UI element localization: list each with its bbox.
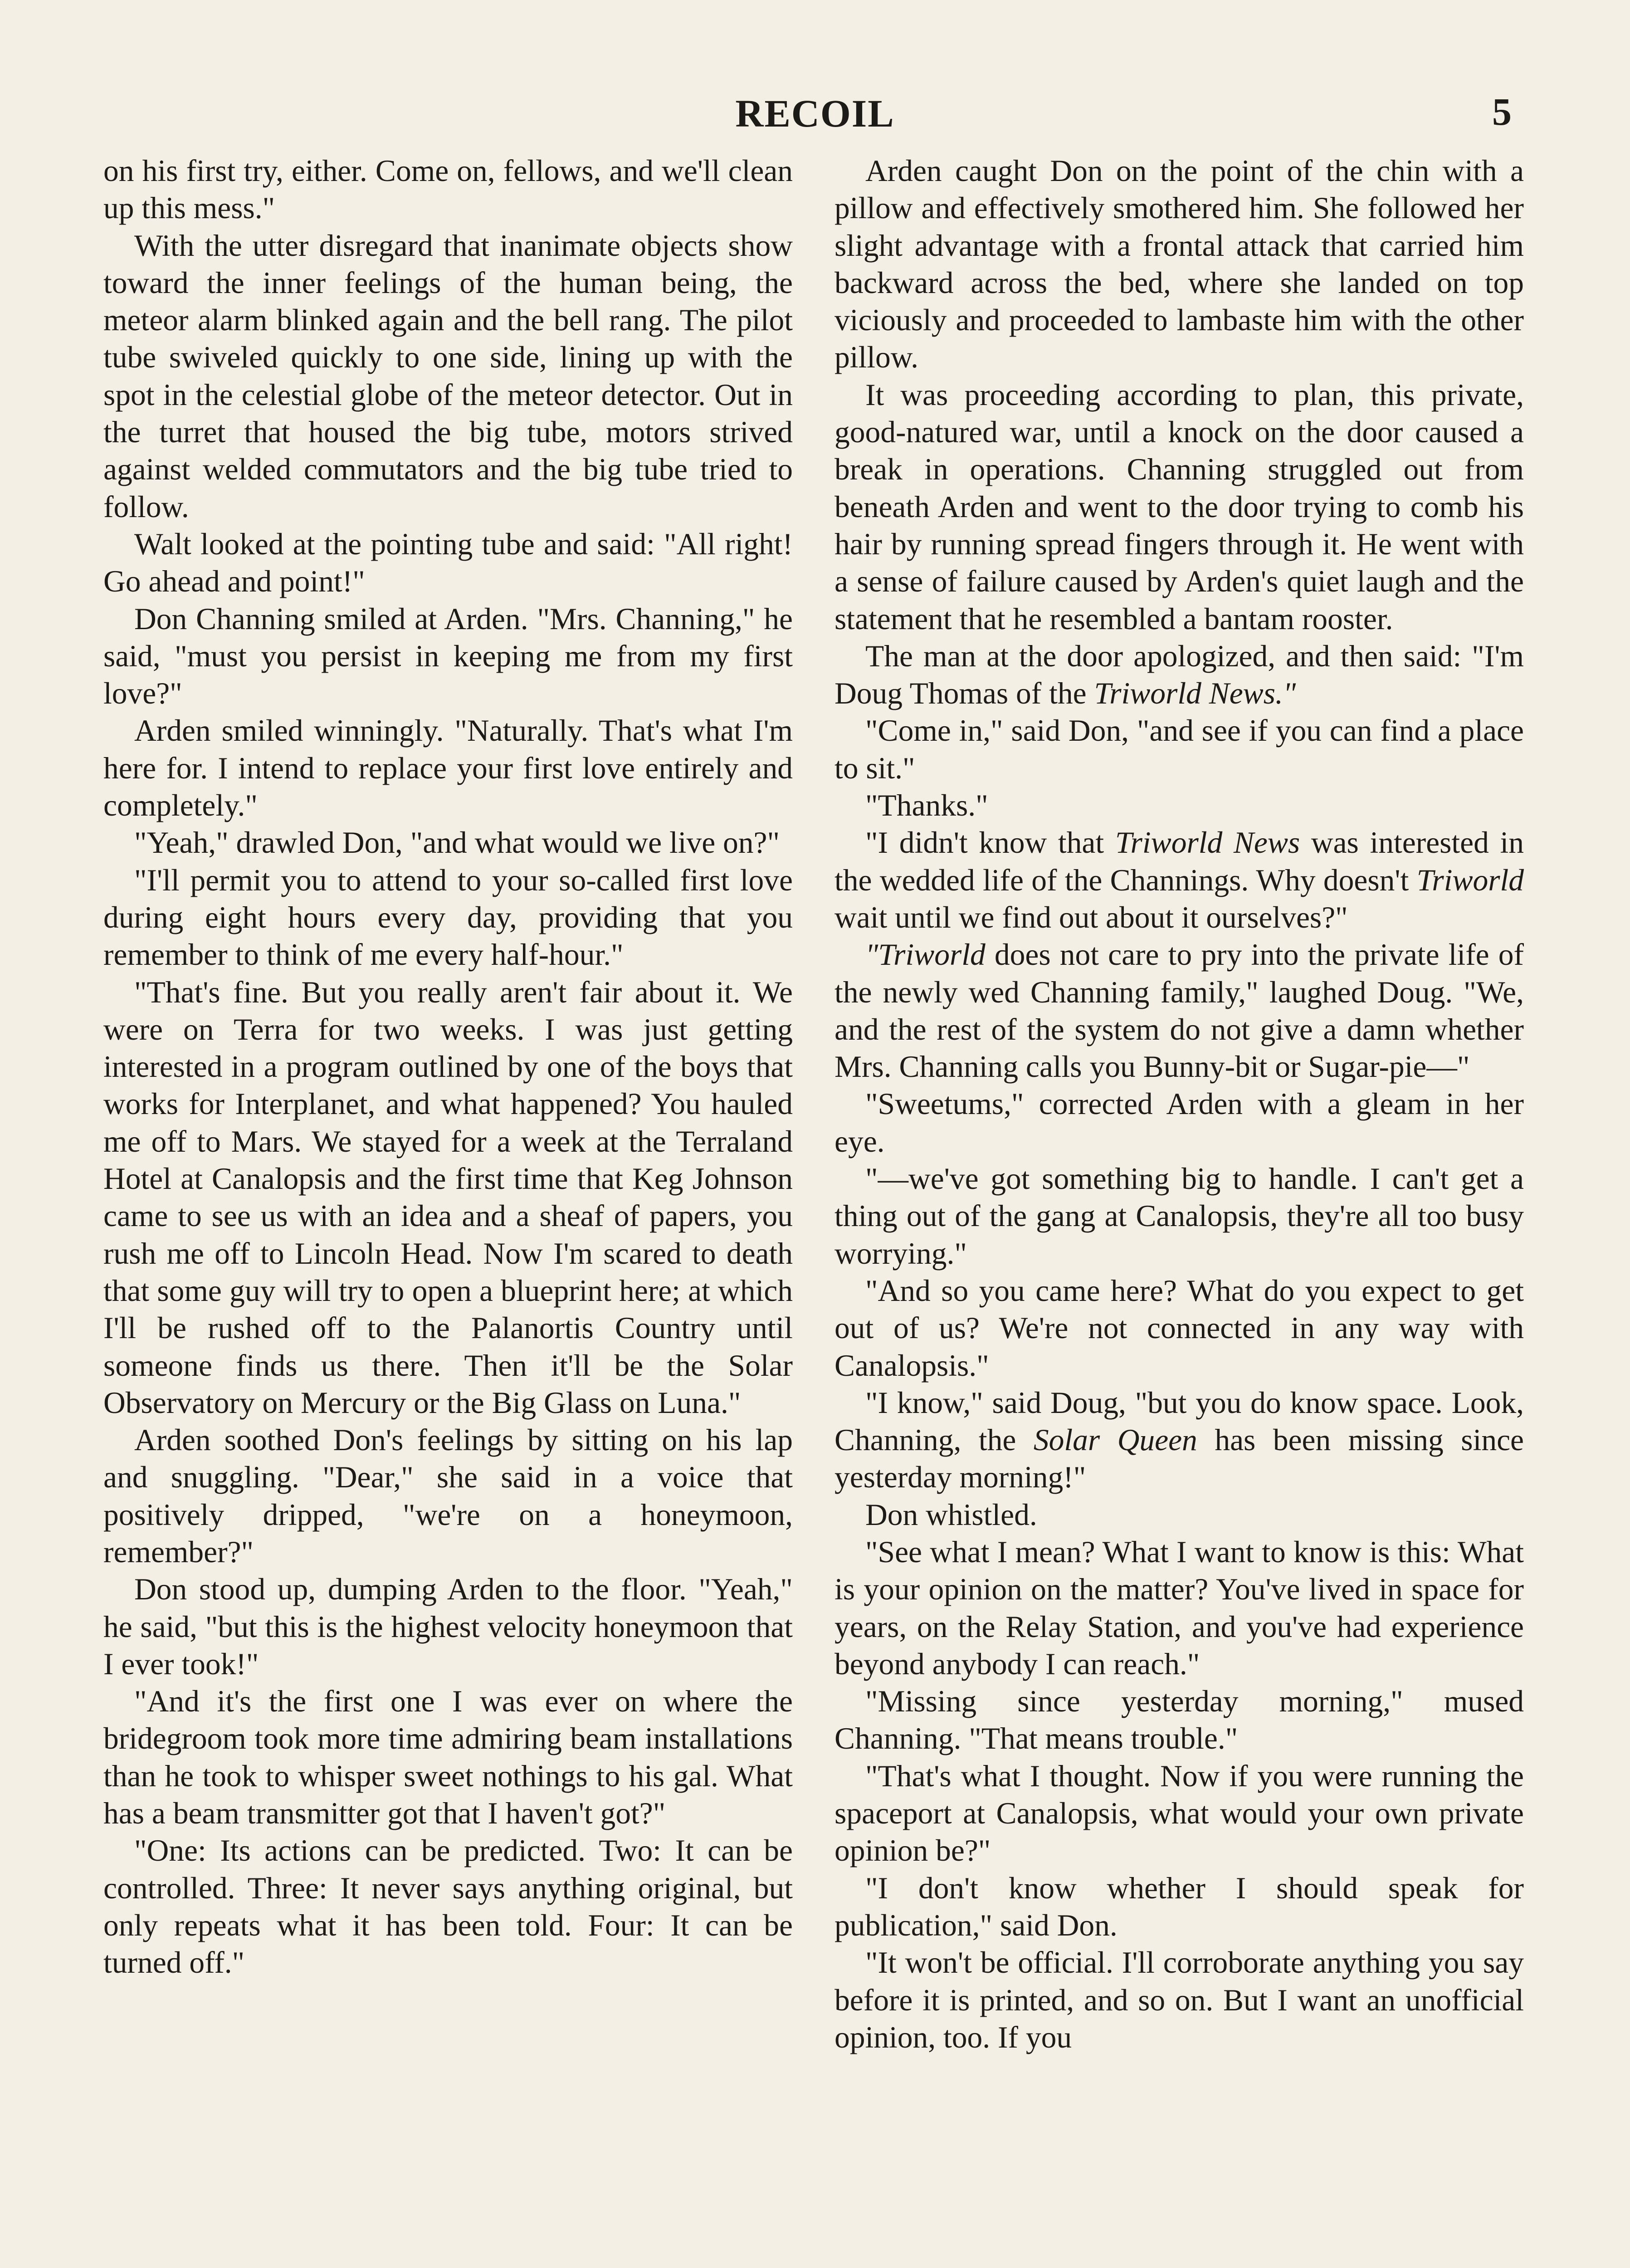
paragraph (835, 824, 1524, 936)
publication-name: "Triworld (865, 938, 986, 972)
paragraph: "And it's the first one I was ever on where the bridegroom took more time admiring beam installations than he took to whisper sweet nothings to his gal. What has a beam transmitter got that I haven't got?" (103, 1684, 793, 1831)
paragraph (835, 936, 1524, 1085)
paragraph: "It won't be official. I'll corroborate anything you say before it is printed, and so on. But I want an unofficial opinion, too. If you (835, 1945, 1524, 2054)
text-run: wait until we find out about it ourselves?" (835, 900, 1348, 934)
paragraph: "See what I mean? What I want to know is this: What is your opinion on the matter? You've lived in space for years, on the Relay Station, and you've had experience beyond anybody I can reach." (835, 1535, 1524, 1681)
paragraph: Arden smiled winningly. "Naturally. That's what I'm here for. I intend to replace your first love entirely and completely." (103, 714, 793, 823)
paragraph (835, 638, 1524, 713)
text-run: was interested in the wedded life of the Channings. Why doesn't (835, 826, 1524, 897)
page-number: 5 (1492, 90, 1512, 133)
paragraph: "I don't know whether I should speak for publication," said Don. (835, 1871, 1524, 1942)
text-run: has been missing since yesterday morning!" (835, 1423, 1524, 1495)
paragraph: "Yeah," drawled Don, "and what would we live on?" (134, 826, 780, 860)
text-run: The man at the door apologized, and then said: "I'm Doug Thomas of the (835, 639, 1524, 711)
paragraph: "I'll permit you to attend to your so-called first love during eight hours every day, providing that you remember to think of me every half-hour." (103, 863, 793, 972)
paragraph: "Thanks." (865, 788, 988, 823)
paragraph: "And so you came here? What do you expect to get out of us? We're not connected in any way with Canalopsis." (835, 1273, 1524, 1383)
paragraph: "That's fine. But you really aren't fair about it. We were on Terra for two weeks. I was just getting interested in a program outlined by one of the boys that works for Interplanet, and what happened? You hauled me off to Mars. We stayed for a week at the Terraland Hotel at Canalopsis and the first time that Keg Johnson came to see us with an idea and a sheaf of papers, you rush me off to Lincoln Head. Now I'm scared to death that some guy will try to open a blueprint here; at which I'll be rushed off to the Palanortis Country until someone finds us there. Then it'll be the Solar Observatory on Mercury or the Big Glass on Luna." (103, 975, 793, 1420)
text-run: does not care to pry into the private life of the newly wed Channing family," laughed Doug. "We, and the rest of the system do not give a damn whether Mrs. Channing calls you Bunny-bit or Sugar-pie—" (835, 938, 1524, 1084)
publication-name: Triworld News (1115, 826, 1300, 860)
paragraph: Walt looked at the pointing tube and said: "All right! Go ahead and point!" (103, 527, 793, 599)
paragraph: "Missing since yesterday morning," mused Channing. "That means trouble." (835, 1684, 1524, 1756)
running-title: RECOIL (735, 92, 895, 135)
paragraph: "Come in," said Don, "and see if you can find a place to sit." (835, 714, 1524, 785)
paragraph: Don whistled. (865, 1497, 1037, 1532)
paragraph: "One: Its actions can be predicted. Two: It can be controlled. Three: It never says anything original, but only repeats what it has been told. Four: It can be turned off." (103, 1833, 793, 1980)
paragraph: With the utter disregard that inanimate objects show toward the inner feelings of the human being, the meteor alarm blinked again and the bell rang. The pilot tube swiveled quickly to one side, lining up with the spot in the celestial globe of the meteor detector. Out in the turret that housed the big tube, motors strived against welded commutators and the big tube tried to follow. (103, 228, 793, 524)
publication-name: Triworld (1416, 863, 1524, 897)
publication-name: Triworld News." (1094, 676, 1296, 711)
paragraph: "That's what I thought. Now if you were running the spaceport at Canalopsis, what would your own private opinion be?" (835, 1759, 1524, 1868)
paragraph: Don stood up, dumping Arden to the floor. "Yeah," he said, "but this is the highest velocity honeymoon that I ever took!" (103, 1572, 793, 1681)
right-column (835, 152, 1524, 2268)
text-run: "I didn't know that (865, 826, 1115, 860)
text-run: "I know," said Doug, "but you do know space. Look, Channing, the (835, 1385, 1524, 1457)
paragraph: on his first try, either. Come on, fellows, and we'll clean up this mess." (103, 154, 793, 225)
paragraph: Arden soothed Don's feelings by sitting on his lap and snuggling. "Dear," she said in a voice that positively dripped, "we're on a honeymoon, remember?" (103, 1423, 793, 1569)
paragraph: "—we've got something big to handle. I can't get a thing out of the gang at Canalopsis, they're all too busy worrying." (835, 1162, 1524, 1271)
paragraph: "Sweetums," corrected Arden with a gleam in her eye. (835, 1087, 1524, 1158)
paragraph (835, 1384, 1524, 1496)
paragraph: Arden caught Don on the point of the chin with a pillow and effectively smothered him. She followed her slight advantage with a frontal attack that carried him backward across the bed, where she landed on top viciously and proceeded to lambaste him with the other pillow. (835, 154, 1524, 375)
ship-name: Solar Queen (1033, 1423, 1197, 1457)
left-column (103, 152, 793, 2268)
paragraph: Don Channing smiled at Arden. "Mrs. Channing," he said, "must you persist in keeping me from my first love?" (103, 601, 793, 711)
paragraph: It was proceeding according to plan, this private, good-natured war, until a knock on the door caused a break in operations. Channing struggled out from beneath Arden and went to the door trying to comb his hair by running spread fingers through it. He went with a sense of failure caused by Arden's quiet laugh and the statement that he resembled a bantam rooster. (835, 377, 1524, 636)
